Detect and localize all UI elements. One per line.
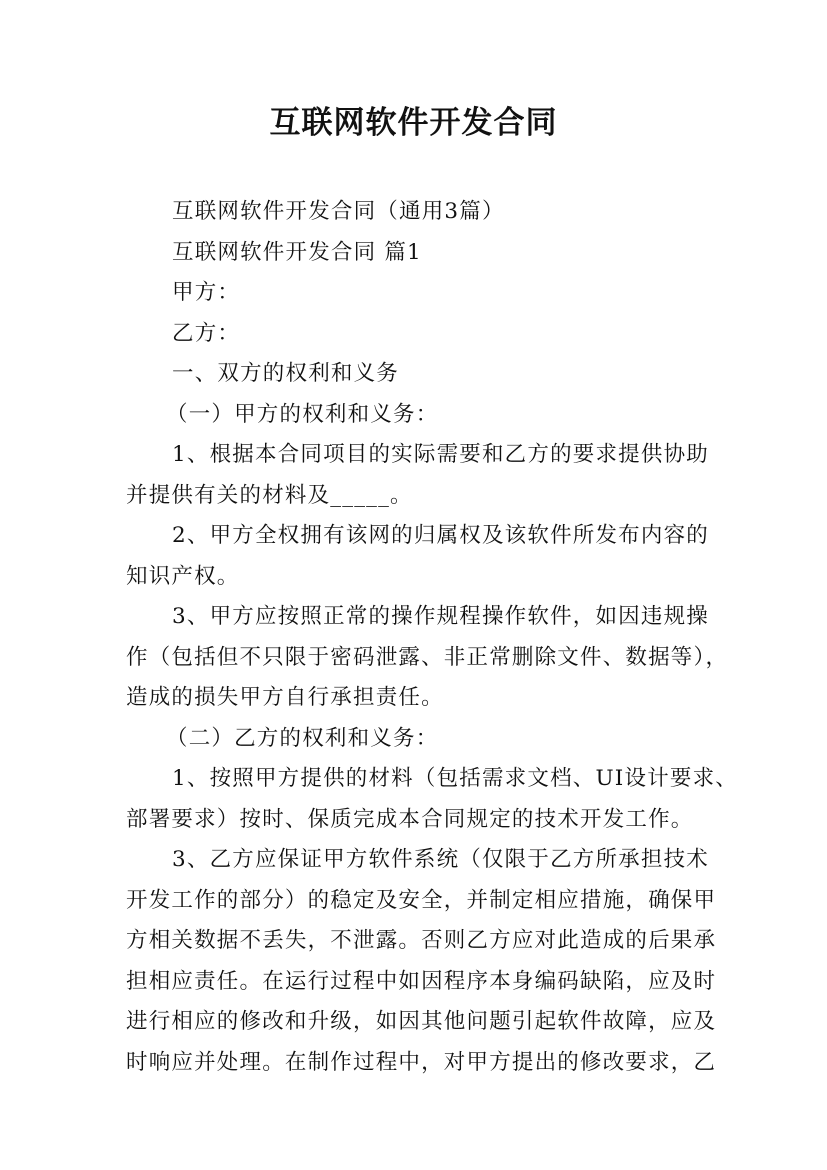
paragraph-line: 造成的损失甲方自行承担责任。 (126, 685, 444, 710)
clause-heading-a: （一）甲方的权利和义务： (166, 401, 439, 427)
document-body (126, 192, 738, 1083)
paragraph-line: 进行相应的修改和升级，如因其他问题引起软件故障，应及 (126, 1009, 717, 1034)
clause-heading-b: （二）乙方的权利和义务： (166, 725, 439, 751)
paragraph-line: 3、甲方应按照正常的操作规程操作软件，如因违规操 (172, 604, 709, 629)
paragraph-line: 时响应并处理。在制作过程中，对甲方提出的修改要求，乙 (126, 1049, 717, 1075)
paragraph-line: 1、根据本合同项目的实际需要和乙方的要求提供协助 (172, 442, 709, 467)
chapter-heading: 一、双方的权利和义务 (172, 361, 400, 386)
paragraph-line: 并提供有关的材料及_____。 (126, 482, 413, 508)
paragraph-line: 担相应责任。在运行过程中如因程序本身编码缺陷，应及时 (126, 968, 717, 994)
paragraph-line: 3、乙方应保证甲方软件系统（仅限于乙方所承担技术 (172, 847, 709, 872)
party-b-label: 乙方： (172, 320, 241, 346)
paragraph-line: 开发工作的部分）的稳定及安全，并制定相应措施，确保甲 (126, 887, 717, 913)
section-heading: 互联网软件开发合同 篇1 (172, 239, 422, 265)
paragraph-line: 方相关数据不丢失，不泄露。否则乙方应对此造成的后果承 (126, 928, 717, 953)
paragraph-line: 1、按照甲方提供的材料（包括需求文档、UI设计要求、 (172, 766, 738, 791)
document-title: 互联网软件开发合同 (269, 105, 558, 141)
paragraph-line: 知识产权。 (126, 563, 240, 589)
party-a-label: 甲方： (172, 280, 241, 305)
paragraph-line: 2、甲方全权拥有该网的归属权及该软件所发布内容的 (172, 523, 709, 548)
paragraph-line: 部署要求）按时、保质完成本合同规定的技术开发工作。 (126, 806, 694, 832)
paragraph-line: 作（包括但不只限于密码泄露、非正常删除文件、数据等）， (126, 644, 729, 670)
subtitle-line: 互联网软件开发合同（通用3篇） (172, 199, 505, 224)
